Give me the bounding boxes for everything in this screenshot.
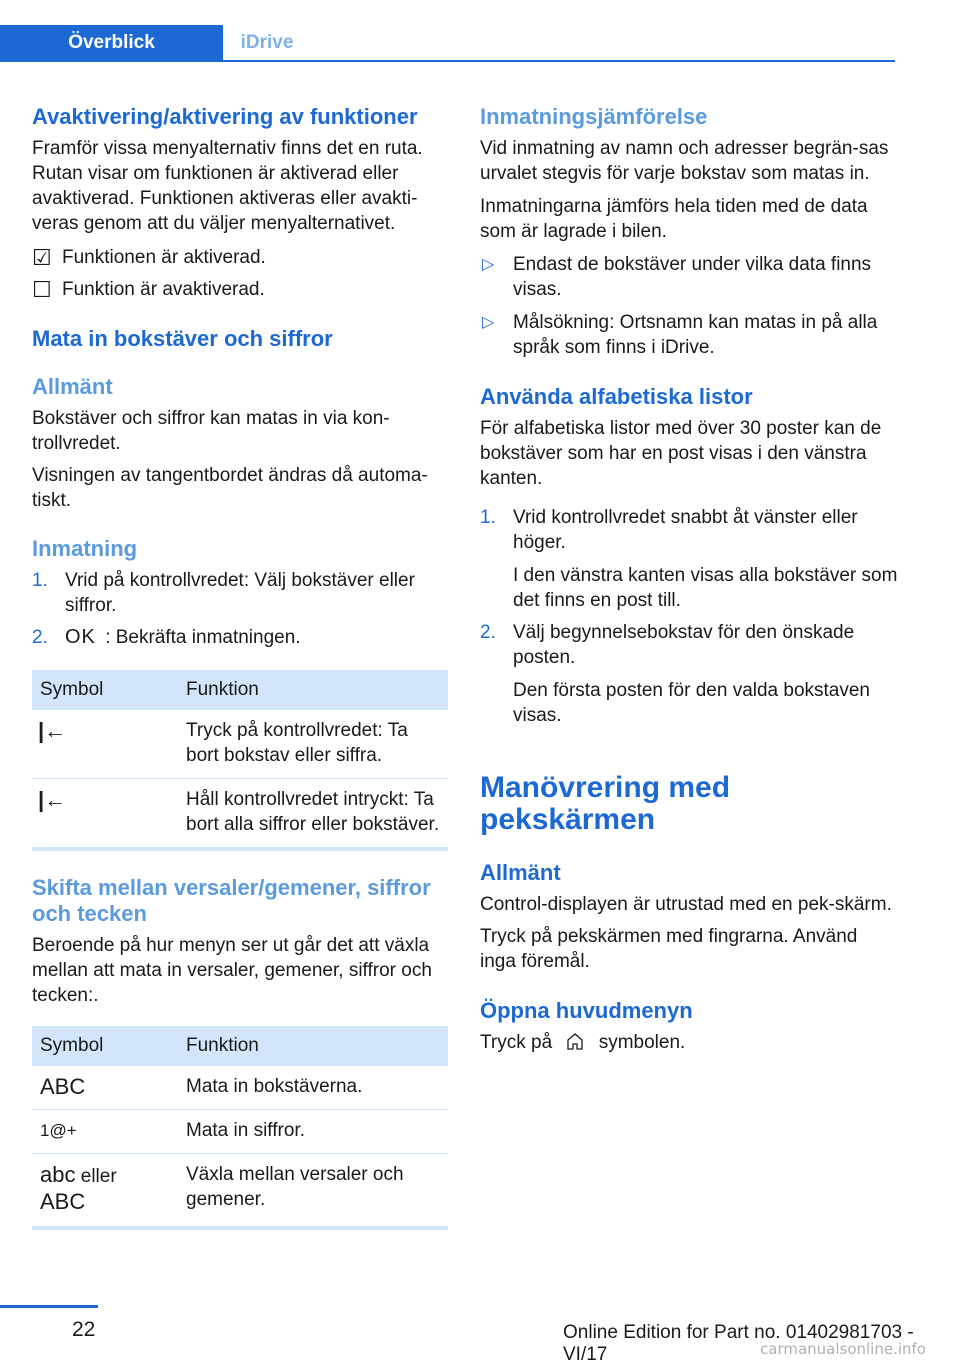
page-number: 22 xyxy=(72,1318,96,1341)
step-number: 1. xyxy=(480,507,496,528)
step-text: Vrid kontrollvredet snabbt åt vänster eller höger. xyxy=(513,507,858,553)
section-title-deactivation: Avaktivering/aktivering av funktioner xyxy=(32,104,418,129)
numbers-symbols-icon: 1@+ xyxy=(32,1110,178,1154)
subsection-title-general: Allmänt xyxy=(32,374,113,399)
left-column xyxy=(32,100,450,1230)
symbol-table-case xyxy=(32,1026,448,1230)
table-header: Funktion xyxy=(178,670,448,710)
list-item xyxy=(480,620,898,728)
home-icon xyxy=(565,1031,585,1058)
subsection-title-main-menu: Öppna huvudmenyn xyxy=(480,998,693,1023)
checkbox-empty-icon: ☐ xyxy=(32,277,52,302)
section-title-comparison: Inmatningsjämförelse xyxy=(480,104,708,129)
right-column xyxy=(480,100,898,1058)
table-row xyxy=(32,1154,448,1229)
bullet-text: Målsökning: Ortsnamn kan matas in på alla språk som finns i iDrive. xyxy=(513,312,878,358)
main-menu-paragraph xyxy=(480,1030,898,1058)
shift-paragraph: Beroende på hur menyn ser ut går det att växla mellan att mata in versaler, gemener, siffror och tecken:. xyxy=(32,935,432,1006)
bullet-text: Endast de bokstäver under vilka data finns visas. xyxy=(513,254,872,300)
case-switch-cell xyxy=(32,1154,178,1229)
tab-idrive[interactable]: iDrive xyxy=(240,32,294,53)
watermark: carmanualsonline.info xyxy=(760,1340,926,1358)
touch-paragraph-1: Control-displayen är utrustad med en pek-skärm. xyxy=(480,894,892,915)
subsection-title-shift: Skifta mellan versaler/gemener, siffror och tecken xyxy=(32,875,431,926)
edition-text: Online Edition for Part no. 01402981703 - VI/17 xyxy=(563,1322,914,1365)
checkbox-deactivated-label: Funktion är avaktiverad. xyxy=(62,279,265,300)
alphabetic-paragraph: För alfabetiska listor med över 30 poster kan de bokstäver som har en post visas i den vänstra kanten. xyxy=(480,418,882,489)
step-text: Välj begynnelsebokstav för den önskade posten. xyxy=(513,622,855,668)
table-cell: Håll kontrollvredet intryckt: Ta bort alla siffror eller bokstäver. xyxy=(178,779,448,850)
step-text: Vrid på kontrollvredet: Välj bokstäver eller siffror. xyxy=(65,570,415,616)
checkbox-activated-label: Funktionen är aktiverad. xyxy=(62,247,266,268)
list-item xyxy=(32,625,450,650)
header-bar xyxy=(0,0,895,62)
symbol-table-delete xyxy=(32,670,448,851)
triangle-bullet-icon: ▷ xyxy=(482,314,495,331)
triangle-bullet-icon: ▷ xyxy=(482,256,495,273)
main-menu-text-post: symbolen. xyxy=(598,1032,686,1053)
touch-paragraph-2: Tryck på pekskärmen med fingrarna. Använd inga föremål. xyxy=(480,926,858,972)
checkbox-deactivated-row xyxy=(32,277,450,302)
list-item xyxy=(480,252,898,302)
ok-icon: OK xyxy=(65,626,96,648)
table-cell: Växla mellan versaler och gemener. xyxy=(178,1154,448,1229)
table-header: Funktion xyxy=(178,1026,448,1066)
list-item xyxy=(480,310,898,360)
alphabetic-steps-list xyxy=(480,505,898,728)
subsection-title-inmatning: Inmatning xyxy=(32,536,138,561)
table-row xyxy=(32,1110,448,1154)
step-text: : Bekräfta inmatningen. xyxy=(105,627,301,648)
delete-back-icon: |← xyxy=(32,710,178,779)
deactivation-paragraph: Framför vissa menyalternativ finns det en ruta. Rutan visar om funktionen är aktiverad eller avaktiverad. Funktionen aktiveras eller avakti-veras genom att du väljer menyalternativet. xyxy=(32,138,423,234)
step-number: 2. xyxy=(32,627,48,648)
table-row xyxy=(32,779,448,850)
general-paragraph-1: Bokstäver och siffror kan matas in via kon-trollvredet. xyxy=(32,408,390,454)
comparison-paragraph-2: Inmatningarna jämförs hela tiden med de data som är lagrade i bilen. xyxy=(480,196,868,242)
header-rule xyxy=(0,60,895,62)
list-item xyxy=(480,505,898,613)
table-row xyxy=(32,1066,448,1110)
comparison-bullets xyxy=(480,252,898,360)
section-title-touchscreen: Manövrering med pekskärmen xyxy=(480,771,731,836)
footer-rule xyxy=(0,1305,98,1308)
table-cell: Tryck på kontrollvredet: Ta bort bokstav eller siffra. xyxy=(178,710,448,779)
input-steps-list xyxy=(32,568,450,650)
table-header: Symbol xyxy=(32,1026,178,1066)
or-text: eller xyxy=(80,1166,117,1187)
table-cell: Mata in siffror. xyxy=(178,1110,448,1154)
checkbox-checked-icon: ☑ xyxy=(32,245,52,270)
section-title-input: Mata in bokstäver och siffror xyxy=(32,326,333,351)
abc-uppercase-icon: ABC xyxy=(32,1066,178,1110)
step-subtext: Den första posten för den valda bokstaven visas. xyxy=(513,680,871,726)
subsection-title-touch-general: Allmänt xyxy=(480,860,561,885)
step-subtext: I den vänstra kanten visas alla bokstäver som det finns en post till. xyxy=(513,565,898,611)
comparison-paragraph-1: Vid inmatning av namn och adresser begrän-sas urvalet stegvis för varje bokstav som matas in. xyxy=(480,138,889,184)
tab-overblick[interactable]: Överblick xyxy=(0,25,223,61)
table-header: Symbol xyxy=(32,670,178,710)
abc-uppercase-icon: ABC xyxy=(40,1189,86,1214)
general-paragraph-2: Visningen av tangentbordet ändras då automa-tiskt. xyxy=(32,465,428,511)
step-number: 2. xyxy=(480,622,496,643)
list-item xyxy=(32,568,450,618)
main-menu-text-pre: Tryck på xyxy=(480,1032,553,1053)
table-cell: Mata in bokstäverna. xyxy=(178,1066,448,1110)
table-row xyxy=(32,710,448,779)
checkbox-activated-row xyxy=(32,245,450,270)
delete-back-icon: |← xyxy=(32,779,178,850)
section-title-alphabetic-lists: Använda alfabetiska listor xyxy=(480,384,753,409)
abc-lowercase-icon: abc xyxy=(40,1162,76,1187)
step-number: 1. xyxy=(32,570,48,591)
